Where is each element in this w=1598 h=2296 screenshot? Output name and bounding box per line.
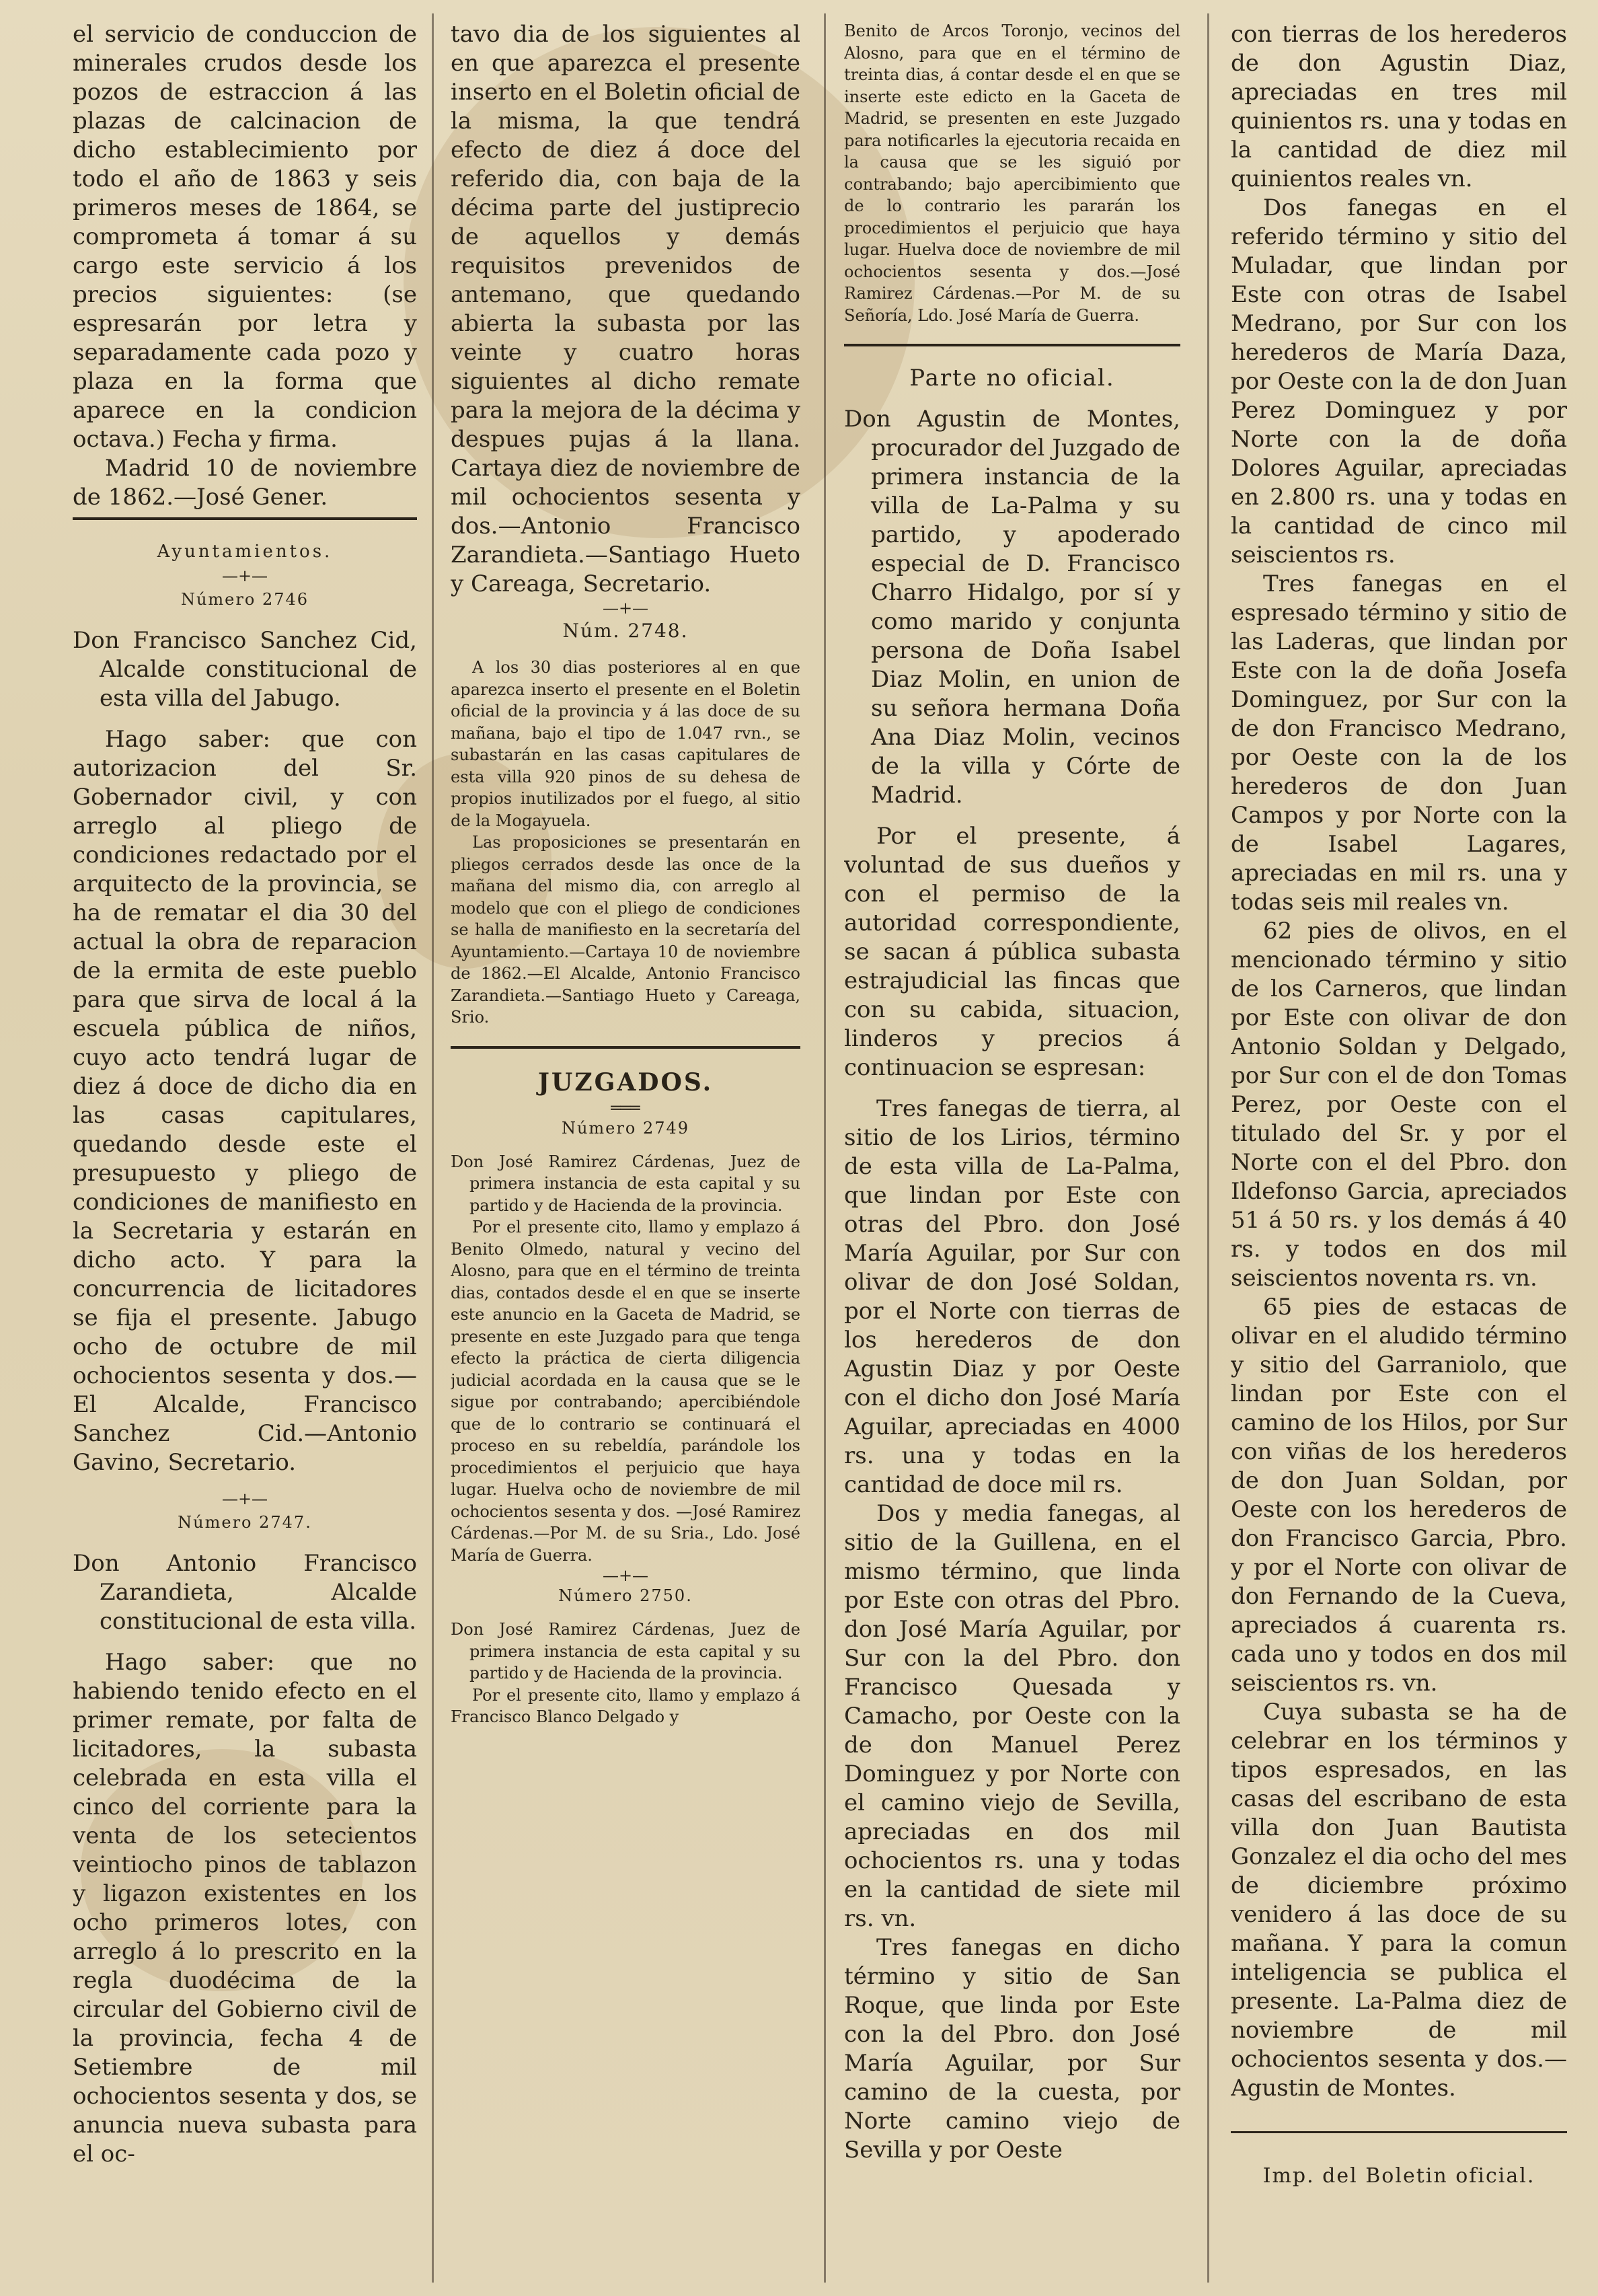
col3-paragraph: Benito de Arcos Toronjo, vecinos del Alosno, para que en el término de treinta dias, á contar desde el en que se inserte este edicto en la Gaceta de Madrid, se presenten en este Juzgado para notificarles la ejecutoria recaida en la causa que se les siguió por contrabando; bajo apercibimiento que de lo contrario les pararán los procedimientos el perjuicio que haya lugar. Huelva doce de noviembre de mil ochocientos sesenta y dos.—José Ramirez Cárdenas.—Por M. de su Señoría, Ldo. José María de Guerra.: [844, 22, 1180, 325]
section-heading-ayuntamientos: Ayuntamientos.: [157, 542, 333, 562]
notice-header: Don Francisco Sanchez Cid, Alcalde constitucional de esta villa del Jabugo.: [73, 627, 417, 712]
column-1: [73, 20, 417, 2276]
printer-imprint: Imp. del Boletin oficial.: [1262, 2164, 1535, 2188]
property-listing: Tres fanegas en el espresado término y sitio de las Laderas, que lindan por Este con la de doña Josefa Dominguez, por Sur con la de don Francisco Medrano, por Oeste con la de los herederos de don Juan Campos y por Norte con la de Isabel Lagares, apreciadas en mil rs. una y todas seis mil reales vn.: [1231, 570, 1567, 916]
notice-body: Hago saber: que con autorizacion del Sr. Gobernador civil, y con arreglo al pliego de condiciones redactado por el arquitecto de la provincia, se ha de rematar el dia 30 del actual la obra de reparacion de la ermita de este pueblo para que sirva de local á la escuela pública de niños, cuyo acto tendrá lugar de diez á doce de dicho dia en las casas capitulares, quedando desde este el presupuesto y pliego de condiciones de manifiesto en la Secretaria y estarán en dicho acto. Y para la concurrencia de licitadores se fija el presente. Jabugo ocho de octubre de mil ochocientos sesenta y dos.—El Alcalde, Francisco Sanchez Cid.—Antonio Gavino, Secretario.: [73, 726, 417, 1476]
col2-paragraph: tavo dia de los siguientes al en que aparezca el presente inserto en el Boletin oficial de la misma, la que tendrá efecto de diez á doce del referido dia, con baja de la décima parte del justiprecio de aquellos y demás requisitos prevenidos de antemano, que quedando abierta la subasta por las veinte y cuatro horas siguientes al dicho remate para la mejora de la décima y despues pujas á la llana. Cartaya diez de noviembre de mil ochocientos sesenta y dos.—Antonio Francisco Zarandieta.—Santiago Hueto y Careaga, Secretario.: [451, 21, 800, 597]
property-listing: Tres fanegas en dicho término y sitio de San Roque, que linda por Este con la del Pbro. don José María Aguilar, por Sur camino de la cuesta, por Norte camino viejo de Sevilla y por Oeste: [844, 1934, 1180, 2163]
property-listing: Tres fanegas de tierra, al sitio de los Lirios, término de esta villa de La-Palma, que lindan por Este con otras del Pbro. don José María Aguilar, por Sur con olivar de don José Soldan, por el Norte con tierras de los herederos de don Agustin Diaz y por Oeste con el dicho don José María Aguilar, apreciadas en 4000 rs. una y todas en la cantidad de doce mil rs.: [844, 1095, 1180, 1498]
notice-number: Número 2750.: [558, 1586, 693, 1605]
section-rule: [73, 517, 417, 520]
column-3: [844, 20, 1180, 2276]
notice-body: Por el presente cito, llamo y emplazo á Benito Olmedo, natural y vecino del Alosno, para que en el término de treinta dias, contados desde el en que se inserte este anuncio en la Gaceta de Madrid, se presente en este Juzgado para que tenga efecto la práctica de cierta diligencia judicial acordada en la causa que se le sigue por contrabando; apercibiéndole que de lo contrario se continuará el proceso en su rebeldía, parándole los procedimientos el perjuicio que haya lugar. Huelva ocho de noviembre de mil ochocientos sesenta y dos. —José Ramirez Cárdenas.—Por M. de su Sria., Ldo. José María de Guerra.: [451, 1218, 800, 1565]
column-rule: [432, 13, 434, 2283]
ornament: ═══: [611, 1098, 640, 1117]
column-2: [451, 20, 800, 2276]
notice-body: Cuya subasta se ha de celebrar en los términos y tipos espresados, en las casas del escribano de esta villa don Juan Bautista Gonzalez el dia ocho del mes de diciembre próximo venidero á las doce de su mañana. Y para la comun inteligencia se publica el presente. La-Palma diez de noviembre de mil ochocientos sesenta y dos.—Agustin de Montes.: [1231, 1699, 1567, 2102]
property-listing: Dos fanegas en el referido término y sitio del Muladar, que lindan por Este con otras de Isabel Medrano, por Sur con los herederos de María Daza, por Oeste con la de don Juan Perez Dominguez y por Norte con la de doña Dolores Aguilar, apreciadas en 2.800 rs. una y todas en la cantidad de cinco mil seiscientos rs.: [1231, 194, 1567, 568]
notice-header: Don Antonio Francisco Zarandieta, Alcalde constitucional de esta villa.: [73, 1550, 417, 1635]
property-listing: Dos y media fanegas, al sitio de la Guillena, en el mismo término, que linda por Este con otras del Pbro. don José María Aguilar, por Sur con la del Pbro. don Francisco Quesada y Camacho, por Oeste con la de don Manuel Perez Dominguez y por Norte con el camino viejo de Sevilla, apreciadas en dos mil ochocientos rs. una y todas en la cantidad de siete mil rs. vn.: [844, 1500, 1180, 1932]
notice-header: Don José Ramirez Cárdenas, Juez de primera instancia de esta capital y su partido y de Hacienda de la provincia.: [451, 1620, 800, 1682]
column-rule: [1207, 13, 1209, 2283]
notice-header: Don Agustin de Montes, procurador del Juzgado de primera instancia de la villa de La-Palma y su partido, y apoderado especial de D. Francisco Charro Hidalgo, por sí y como marido y conjunta persona de Doña Isabel Diaz Molin, en union de su señora hermana Doña Ana Diaz Molin, vecinos de la villa y Córte de Madrid.: [844, 406, 1180, 809]
col1-date: Madrid 10 de noviembre de 1862.—José Gener.: [73, 455, 417, 511]
col4-paragraph: con tierras de los herederos de don Agustin Diaz, apreciadas en tres mil quinientos rs. una y todas en la cantidad de diez mil quinientos reales vn.: [1231, 21, 1567, 192]
notice-header: Don José Ramirez Cárdenas, Juez de primera instancia de esta capital y su partido y de Hacienda de la provincia.: [451, 1152, 800, 1215]
notice-number: Número 2749: [561, 1118, 690, 1138]
notice-body: Las proposiciones se presentarán en pliegos cerrados desde las once de la mañana del mismo dia, con arreglo al modelo que con el pliego de condiciones se halla de manifiesto en la secretaría del Ayuntamiento.—Cartaya 10 de noviembre de 1862.—El Alcalde, Antonio Francisco Zarandieta.—Santiago Hueto y Careaga, Srio.: [451, 833, 800, 1027]
section-heading-parte-no-oficial: Parte no oficial.: [909, 365, 1115, 392]
notice-body: Hago saber: que no habiendo tenido efecto en el primer remate, por falta de licitadores, la subasta celebrada en esta villa el cinco del corriente para la venta de los setecientos veintiocho pinos de tablazon y ligazon existentes en los ocho primeros lotes, con arreglo á lo prescrito en la regla duodécima de la circular del Gobierno civil de la provincia, fecha 4 de Setiembre de mil ochocientos sesenta y dos, se anuncia nueva subasta para el oc-: [73, 1649, 417, 2168]
column-4: [1231, 20, 1567, 2276]
column-rule: [824, 13, 826, 2283]
property-listing: 65 pies de estacas de olivar en el aludido término y sitio del Garraniolo, que lindan por Este con el camino de los Hilos, por Sur con viñas de los herederos de don Juan Soldan, por Oeste con los herederos de don Francisco Garcia, Pbro. y por el Norte con olivar de don Fernando de la Cueva, apreciados á cuarenta rs. cada uno y todos en dos mil seiscientos rs. vn.: [1231, 1294, 1567, 1697]
notice-body: Por el presente, á voluntad de sus dueños y con el permiso de la autoridad correspondiente, se sacan á pública subasta estrajudicial las fincas que con su cabida, situacion, linderos y precios á continuacion se espresan:: [844, 823, 1180, 1081]
ornament: —+—: [602, 1566, 649, 1585]
notice-number: Núm. 2748.: [562, 620, 689, 642]
notice-number: Número 2746: [180, 590, 309, 609]
property-listing: 62 pies de olivos, en el mencionado término y sitio de los Carneros, que lindan por Este con olivar de don Antonio Soldan y Delgado, por Sur con el de don Tomas Perez, por Oeste con el titulado del Sr. y por el Norte con el del Pbro. don Ildefonso Garcia, apreciados 51 á 50 rs. y los demás á 40 rs. y todos en dos mil seiscientos noventa rs. vn.: [1231, 918, 1567, 1292]
section-rule: [451, 1046, 800, 1049]
section-rule: [1231, 2131, 1567, 2133]
ornament: —+—: [602, 599, 649, 618]
section-rule: [844, 344, 1180, 346]
section-heading-juzgados: JUZGADOS.: [537, 1068, 714, 1097]
ornament: —+—: [221, 1489, 268, 1508]
ornament: —+—: [221, 566, 268, 585]
notice-body: Por el presente cito, llamo y emplazo á Francisco Blanco Delgado y: [451, 1685, 800, 1726]
notice-number: Número 2747.: [178, 1513, 312, 1532]
col1-paragraph: el servicio de conduccion de minerales crudos desde los pozos de estraccion á las plazas de calcinacion de dicho establecimiento por todo el año de 1863 y seis primeros meses de 1864, se comprometa á tomar á su cargo este servicio á los precios siguientes: (se espresarán por letra y separadamente cada pozo y plaza en la forma que aparece en la condicion octava.) Fecha y firma.: [73, 21, 417, 453]
notice-body: A los 30 dias posteriores al en que aparezca inserto el presente en el Boletin oficial de la provincia y á las doce de su mañana, bajo el tipo de 1.047 rvn., se subastarán en las casas capitulares de esta villa 920 pinos de su dehesa de propios inutilizados por el fuego, al sitio de la Mogayuela.: [451, 658, 800, 830]
